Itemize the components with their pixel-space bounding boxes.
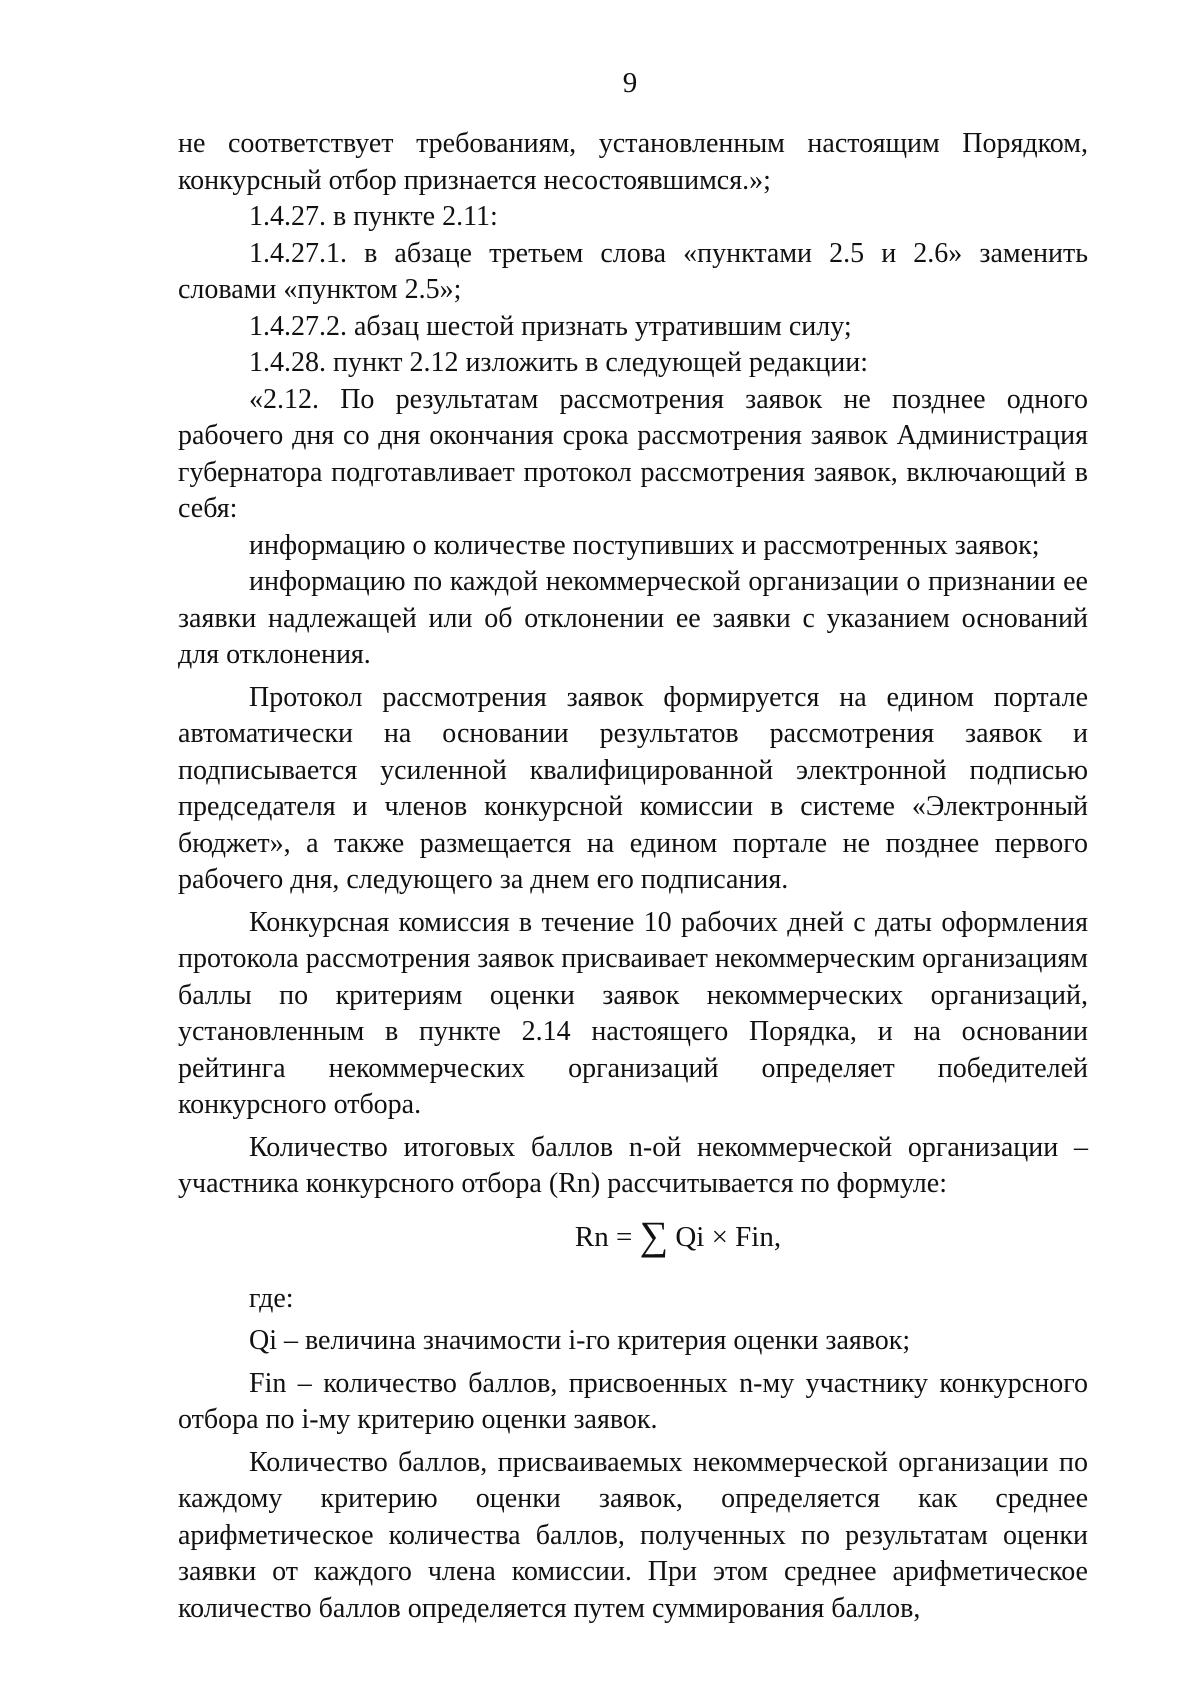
paragraph: информацию о количестве поступивших и рассмотренных заявок; bbox=[249, 529, 1040, 561]
sigma-symbol: ∑ bbox=[639, 1212, 669, 1258]
paragraph: 1.4.28. пункт 2.12 изложить в следующей редакции: bbox=[249, 347, 868, 378]
paragraph: Fin – количество баллов, присвоенных n-му участнику конкурсного отбора по i-му критерию оценки заявок. bbox=[178, 1367, 1088, 1435]
paragraph: Протокол рассмотрения заявок формируется на едином портале автоматически на основании результатов рассмотрения заявок и подписывается усиленной квалифицированной электронной подписью председателя и членов конкурсной комиссии в системе «Электронный бюджет», а также размещается на едином портале не позднее первого рабочего дня, следующего за днем его подписания. bbox=[178, 681, 1088, 895]
paragraph: Конкурсная комиссия в течение 10 рабочих дней с даты оформления протокола рассмотрения заявок присваивает некоммерческим организациям баллы по критериям оценки заявок некоммерческих организаций, установленным в пункте 2.14 настоящего Порядка, и на основании рейтинга некоммерческих организаций определяет победителей конкурсного отбора. bbox=[178, 906, 1088, 1120]
formula-rhs: Qi × Fin, bbox=[675, 1220, 782, 1253]
paragraph: Qi – величина значимости i-го критерия оценки заявок; bbox=[249, 1325, 911, 1356]
document-body bbox=[178, 126, 1088, 1627]
formula-lhs: Rn = bbox=[574, 1220, 633, 1253]
paragraph: не соответствует требованиям, установленным настоящим Порядком, конкурсный отбор признается несостоявшимся.»; bbox=[178, 128, 1088, 196]
formula bbox=[178, 1213, 1088, 1259]
paragraph: 1.4.27.2. абзац шестой признать утратившим силу; bbox=[249, 310, 852, 342]
paragraph: информацию по каждой некоммерческой организации о признании ее заявки надлежащей или об отклонении ее заявки с указанием оснований для отклонения. bbox=[178, 566, 1088, 670]
page-number: 9 bbox=[622, 67, 638, 99]
paragraph: 1.4.27. в пункте 2.11: bbox=[249, 201, 498, 232]
paragraph: Количество итоговых баллов n-ой некоммерческой организации – участника конкурсного отбора (Rn) рассчитывается по формуле: bbox=[178, 1131, 1088, 1199]
paragraph: 1.4.27.1. в абзаце третьем слова «пунктами 2.5 и 2.6» заменить словами «пунктом 2.5»; bbox=[178, 237, 1088, 305]
paragraph: Количество баллов, присваиваемых некоммерческой организации по каждому критерию оценки заявок, определяется как среднее арифметическое количества баллов, полученных по результатам оценки заявки от каждого члена комиссии. При этом среднее арифметическое количество баллов определяется путем суммирования баллов, bbox=[178, 1446, 1088, 1624]
paragraph: где: bbox=[249, 1282, 294, 1314]
paragraph: «2.12. По результатам рассмотрения заявок не позднее одного рабочего дня со дня окончания срока рассмотрения заявок Администрация губернатора подготавливает протокол рассмотрения заявок, включающий в себя: bbox=[178, 383, 1088, 524]
